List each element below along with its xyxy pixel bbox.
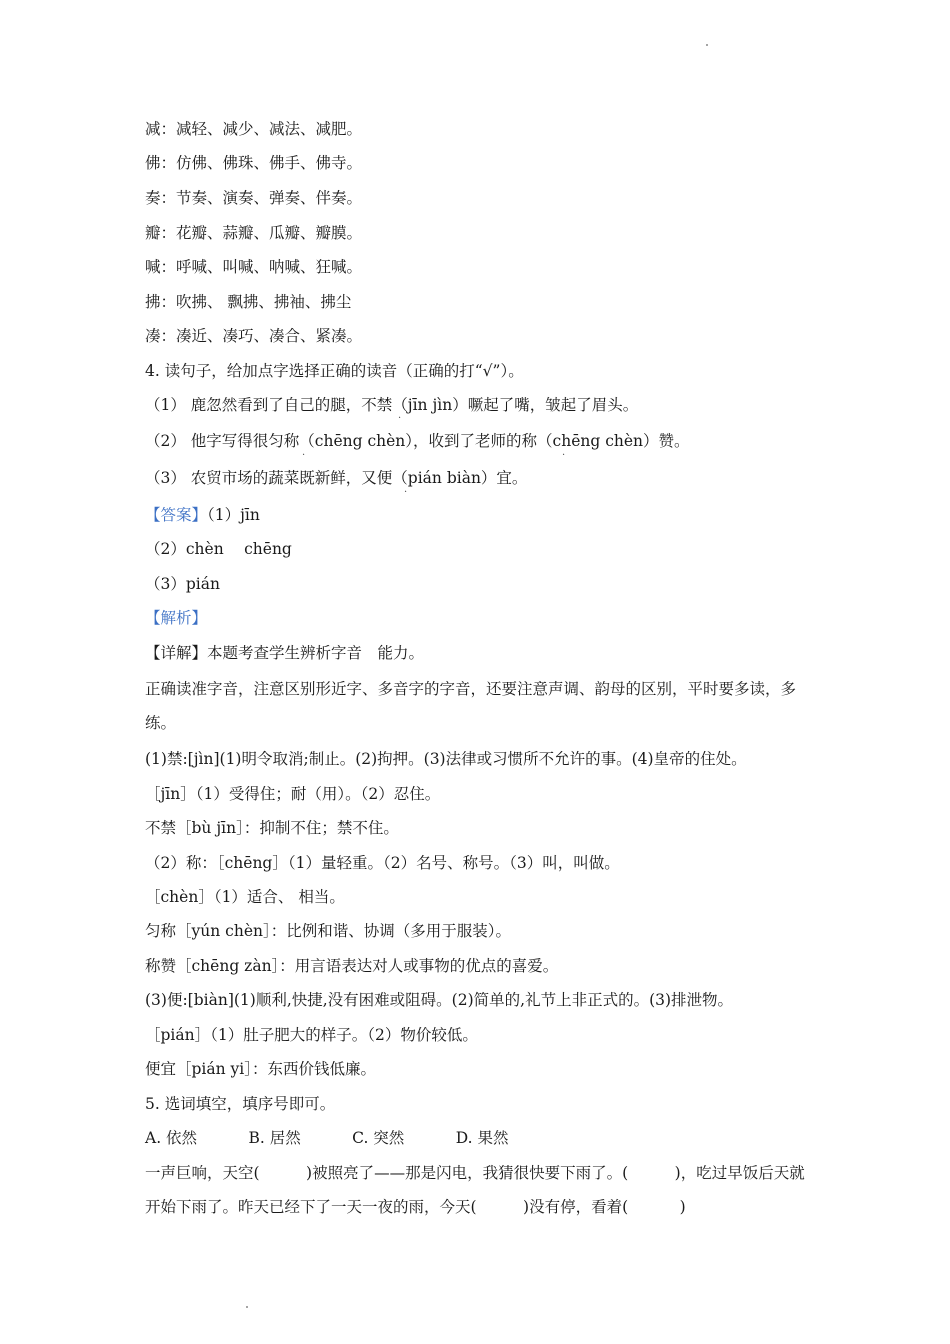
- page-mark-bottom: [246, 1306, 248, 1308]
- analysis-tag: 【解析】: [145, 609, 208, 627]
- question-5-paragraph: 一声巨响，天空( )被照亮了——那是闪电，我猜很快要下雨了。( )，吃过早饭后天就开始下雨了。昨天已经下了一天一夜的雨，今天( )没有停，看着( ): [145, 1164, 805, 1216]
- emphasis-dot: ·: [404, 487, 408, 498]
- note-line: ［chèn］（1）适合、 相当。: [145, 888, 345, 906]
- page-mark-top: [706, 44, 708, 46]
- emphasis-dot: ·: [302, 450, 306, 461]
- question-item: （2） 他字写得很匀称（chēng chèn），收到了老师的称（chēng chèn）赞。: [145, 432, 690, 450]
- question-5-title: 5. 选词填空，填序号即可。: [145, 1095, 336, 1113]
- question-item: （3） 农贸市场的蔬菜既新鲜，又便（pián biàn）宜。: [145, 469, 528, 487]
- answer-value: （2）chèn chēng: [145, 540, 292, 558]
- note-line: 匀称［yún chèn］：比例和谐、协调（多用于服装）。: [145, 922, 511, 940]
- answer-value: （3）pián: [145, 575, 220, 593]
- note-line: ［jīn］（1）受得住；耐（用）。（2）忍住。: [145, 785, 441, 803]
- word-line: 凑：凑近、凑巧、凑合、紧凑。: [145, 327, 363, 345]
- word-line: 佛：仿佛、佛珠、佛手、佛寺。: [145, 154, 363, 172]
- note-line: (1)禁:[jìn](1)明令取消;制止。(2)拘押。(3)法律或习惯所不允许的事。(4)皇帝的住处。: [145, 750, 747, 768]
- analysis-paragraph: 正确读准字音，注意区别形近字、多音字的字音，还要注意声调、韵母的区别，平时要多读，多练。: [145, 680, 797, 732]
- answer-value: （1）jīn: [207, 506, 260, 524]
- note-line: ［pián］（1）肚子肥大的样子。（2）物价较低。: [145, 1026, 478, 1044]
- note-line: 不禁［bù jīn］：抑制不住；禁不住。: [145, 819, 399, 837]
- question-5-options: A. 依然 B. 居然 C. 突然 D. 果然: [145, 1129, 509, 1147]
- emphasis-dot: ·: [398, 413, 402, 424]
- note-line: （2）称：［chēng］（1）量轻重。（2）名号、称号。（3）叫，叫做。: [145, 854, 620, 872]
- note-line: 便宜［pián yi］：东西价钱低廉。: [145, 1060, 376, 1078]
- question-item: （1） 鹿忽然看到了自己的腿，不禁（jīn jìn）噘起了嘴，皱起了眉头。: [145, 396, 639, 414]
- answer-line: [145, 504, 260, 526]
- note-line: 称赞［chēng zàn］：用言语表达对人或事物的优点的喜爱。: [145, 957, 559, 975]
- note-line: (3)便:[biàn](1)顺利,快捷,没有困难或阻碍。(2)简单的,礼节上非正式的。(3)排泄物。: [145, 991, 734, 1009]
- word-line: 拂：吹拂、 飘拂、拂袖、拂尘: [145, 293, 352, 311]
- word-line: 喊：呼喊、叫喊、呐喊、狂喊。: [145, 258, 363, 276]
- answer-tag: 【答案】: [145, 506, 208, 524]
- word-line: 奏：节奏、演奏、弹奏、伴奏。: [145, 189, 363, 207]
- word-line: 瓣：花瓣、蒜瓣、瓜瓣、瓣膜。: [145, 224, 363, 242]
- question-4-title: 4. 读句子，给加点字选择正确的读音（正确的打“√”）。: [145, 362, 524, 380]
- word-line: 减：减轻、减少、减法、减肥。: [145, 120, 363, 138]
- detail-line: 【详解】本题考查学生辨析字音 能力。: [145, 644, 425, 662]
- emphasis-dot: ·: [562, 450, 566, 461]
